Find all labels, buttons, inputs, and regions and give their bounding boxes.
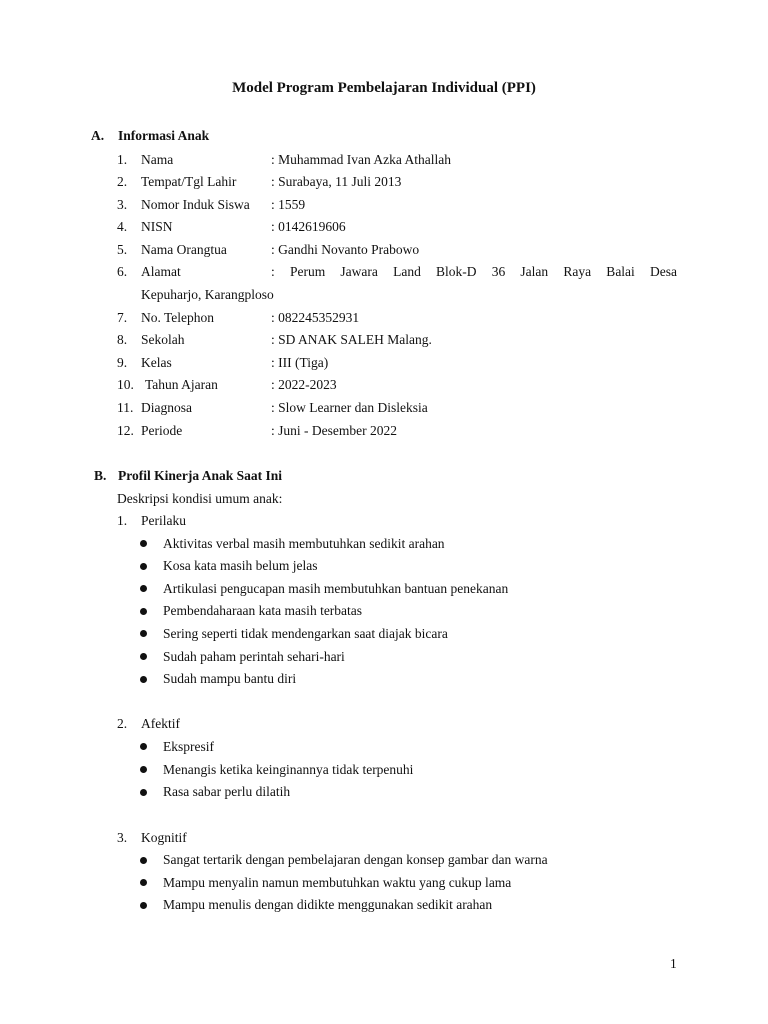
bullet-icon [140, 630, 147, 637]
item-value-continuation: Kepuharjo, Karangploso [141, 287, 274, 302]
item-num: 9. [117, 355, 128, 370]
item-label: Tempat/Tgl Lahir [141, 174, 237, 189]
page-title: Model Program Pembelajaran Individual (PPI) [232, 80, 536, 96]
bullet-icon [140, 879, 147, 886]
group-num: 3. [117, 830, 128, 845]
bullet-text: Mampu menulis dengan didikte menggunakan sedikit arahan [163, 897, 493, 912]
item-value: : 0142619606 [271, 219, 346, 234]
bullet-text: Menangis ketika keinginannya tidak terpenuhi [163, 762, 414, 777]
group-num: 1. [117, 513, 128, 528]
section-b-letter: B. [94, 468, 107, 483]
group-title: Kognitif [141, 830, 187, 845]
section-b-intro: Deskripsi kondisi umum anak: [117, 491, 283, 506]
item-value: : Surabaya, 11 Juli 2013 [271, 174, 402, 189]
item-label: Nama Orangtua [141, 242, 227, 257]
bullet-text: Kosa kata masih belum jelas [163, 558, 318, 573]
bullet-icon [140, 857, 147, 864]
bullet-icon [140, 902, 147, 909]
item-value: : 082245352931 [271, 310, 360, 325]
item-num: 1. [117, 152, 128, 167]
bullet-icon [140, 608, 147, 615]
item-num: 6. [117, 264, 128, 279]
bullet-icon [140, 766, 147, 773]
item-value: : 2022-2023 [271, 377, 337, 392]
item-num: 3. [117, 197, 128, 212]
section-a-letter: A. [91, 128, 105, 143]
bullet-icon [140, 676, 147, 683]
bullet-text: Mampu menyalin namun membutuhkan waktu yang cukup lama [163, 875, 512, 890]
item-num: 2. [117, 174, 128, 189]
item-value: : SD ANAK SALEH Malang. [271, 332, 432, 347]
item-num: 10. [117, 377, 134, 392]
item-label: NISN [141, 219, 173, 234]
section-b-heading: Profil Kinerja Anak Saat Ini [118, 468, 283, 483]
item-label: Tahun Ajaran [145, 377, 218, 392]
item-label: Diagnosa [141, 400, 192, 415]
item-num: 11. [117, 400, 134, 415]
item-value: : III (Tiga) [271, 355, 329, 370]
bullet-icon [140, 563, 147, 570]
item-value: : Gandhi Novanto Prabowo [271, 242, 420, 257]
item-label: Periode [141, 423, 183, 438]
item-value: : 1559 [271, 197, 306, 212]
item-num: 5. [117, 242, 128, 257]
item-label: Alamat [141, 264, 181, 279]
item-value: : Slow Learner dan Disleksia [271, 400, 428, 415]
page-number: 1 [670, 956, 677, 971]
item-label: Nomor Induk Siswa [141, 197, 250, 212]
bullet-text: Pembendaharaan kata masih terbatas [163, 603, 363, 618]
bullet-text: Sudah mampu bantu diri [163, 671, 297, 686]
item-value: : Juni - Desember 2022 [271, 423, 397, 438]
item-value: : Perum Jawara Land Blok-D 36 Jalan Raya Balai Desa [271, 264, 677, 279]
group-title: Afektif [141, 716, 180, 731]
section-a-heading: Informasi Anak [118, 128, 210, 143]
bullet-text: Rasa sabar perlu dilatih [163, 784, 291, 799]
group-title: Perilaku [141, 513, 186, 528]
bullet-icon [140, 585, 147, 592]
bullet-icon [140, 540, 147, 547]
bullet-text: Aktivitas verbal masih membutuhkan sedikit arahan [163, 536, 445, 551]
bullet-icon [140, 789, 147, 796]
bullet-text: Artikulasi pengucapan masih membutuhkan bantuan penekanan [163, 581, 509, 596]
bullet-text: Ekspresif [163, 739, 214, 754]
bullet-icon [140, 743, 147, 750]
item-label: Nama [141, 152, 174, 167]
bullet-text: Sudah paham perintah sehari-hari [163, 649, 345, 664]
bullet-text: Sering seperti tidak mendengarkan saat diajak bicara [163, 626, 448, 641]
item-num: 12. [117, 423, 134, 438]
item-num: 7. [117, 310, 128, 325]
item-num: 4. [117, 219, 128, 234]
item-label: Sekolah [141, 332, 185, 347]
item-value: : Muhammad Ivan Azka Athallah [271, 152, 451, 167]
bullet-icon [140, 653, 147, 660]
item-label: No. Telephon [141, 310, 215, 325]
bullet-text: Sangat tertarik dengan pembelajaran dengan konsep gambar dan warna [163, 852, 548, 867]
item-num: 8. [117, 332, 128, 347]
group-num: 2. [117, 716, 128, 731]
item-label: Kelas [141, 355, 172, 370]
